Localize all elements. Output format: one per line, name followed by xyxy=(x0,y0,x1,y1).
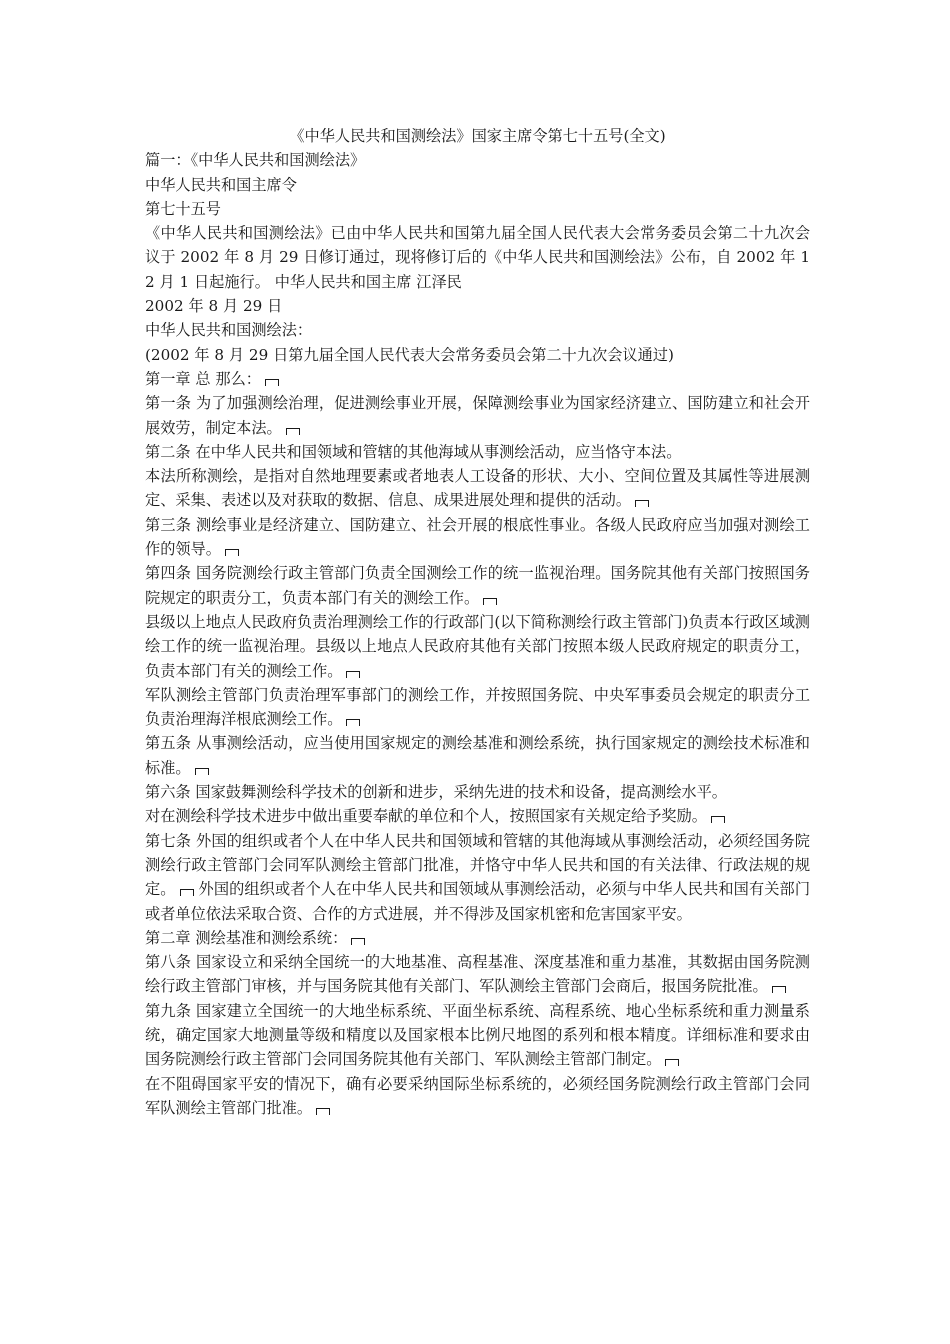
paragraph-mark-icon xyxy=(711,816,725,823)
paragraph-mark-icon xyxy=(772,986,786,993)
paragraph xyxy=(145,513,810,562)
paragraph xyxy=(145,780,810,804)
paragraph xyxy=(145,950,810,999)
paragraph-text: 在不阻碍国家平安的情况下，确有必要采纳国际坐标系统的，必须经国务院测绘行政主管部门会同军队测绘主管部门批准。 xyxy=(145,1074,810,1117)
paragraph-text: 本法所称测绘，是指对自然地理要素或者地表人工设备的形状、大小、空间位置及其属性等进展测定、采集、表述以及对获取的数据、信息、成果进展处理和提供的活动。 xyxy=(145,467,810,510)
paragraph xyxy=(145,804,810,828)
paragraph-text: 第一章 总 那么： xyxy=(145,369,261,388)
paragraph-text: 《中华人民共和国测绘法》已由中华人民共和国第九届全国人民代表大会常务委员会第二十九次会议于 2002 年 8 月 29 日修订通过，现将修订后的《中华人民共和国测绘法》公布，自 2002 年 12 月 1 日起施行。 中华人民共和国主席 江泽民 xyxy=(145,224,810,291)
paragraph-text: 中华人民共和国测绘法： xyxy=(145,321,313,340)
paragraph xyxy=(145,221,810,294)
paragraph-text: 中华人民共和国主席令 xyxy=(145,175,297,194)
paragraph xyxy=(145,731,810,780)
paragraph xyxy=(145,197,810,221)
paragraph-mark-icon xyxy=(180,889,194,896)
paragraph xyxy=(145,148,810,172)
paragraph-text: 对在测绘科学技术进步中做出重要奉献的单位和个人，按照国家有关规定给予奖励。 xyxy=(145,807,707,826)
paragraph-text: 第七十五号 xyxy=(145,199,221,218)
paragraph-text: 第五条 从事测绘活动，应当使用国家规定的测绘基准和测绘系统，执行国家规定的测绘技术标准和标准。 xyxy=(145,734,810,777)
paragraph-text: 篇一：《中华人民共和国测绘法》 xyxy=(145,151,366,170)
paragraph xyxy=(145,829,810,926)
document-page xyxy=(145,124,810,1120)
paragraph-text: 县级以上地点人民政府负责治理测绘工作的行政部门(以下简称测绘行政主管部门)负责本行政区域测绘工作的统一监视治理。县级以上地点人民政府其他有关部门按照本级人民政府规定的职责分工，负责本部门有关的测绘工作。 xyxy=(145,612,810,680)
paragraph-mark-icon xyxy=(286,428,300,435)
paragraph-text: (2002 年 8 月 29 日第九届全国人民代表大会常务委员会第二十九次会议通过) xyxy=(145,345,674,364)
paragraph-text: 第二条 在中华人民共和国领域和管辖的其他海域从事测绘活动，应当恪守本法。 xyxy=(145,442,682,461)
paragraph-text: 第九条 国家建立全国统一的大地坐标系统、平面坐标系统、高程系统、地心坐标系统和重力测量系统，确定国家大地测量等级和精度以及国家根本比例尺地图的系列和根本精度。详细标准和要求由国务院测绘行政主管部门会同国务院其他有关部门、军队测绘主管部门制定。 xyxy=(145,1001,810,1069)
paragraph xyxy=(145,1072,810,1121)
paragraph xyxy=(145,367,810,391)
paragraph-mark-icon xyxy=(665,1059,679,1066)
paragraph-mark-icon xyxy=(346,671,360,678)
paragraph xyxy=(145,173,810,197)
paragraph-mark-icon xyxy=(316,1108,330,1115)
paragraph-text: 第一条 为了加强测绘治理，促进测绘事业开展，保障测绘事业为国家经济建立、国防建立和社会开展效劳，制定本法。 xyxy=(145,394,810,437)
paragraph-text: 第七条 外国的组织或者个人在中华人民共和国领域和管辖的其他海域从事测绘活动，必须经国务院测绘行政主管部门会同军队测绘主管部门批准，并恪守中华人民共和国的有关法律、行政法规的规定。 xyxy=(145,831,810,899)
paragraph-mark-icon xyxy=(195,768,209,775)
paragraph xyxy=(145,343,810,367)
paragraph-text: 军队测绘主管部门负责治理军事部门的测绘工作，并按照国务院、中央军事委员会规定的职责分工负责治理海洋根底测绘工作。 xyxy=(145,685,810,729)
paragraph-text: 第四条 国务院测绘行政主管部门负责全国测绘工作的统一监视治理。国务院其他有关部门按照国务院规定的职责分工，负责本部门有关的测绘工作。 xyxy=(145,564,810,607)
paragraph-mark-icon xyxy=(351,938,365,945)
paragraph-text: 2002 年 8 月 29 日 xyxy=(145,297,283,316)
paragraph xyxy=(145,926,810,950)
paragraph-mark-icon xyxy=(635,500,649,507)
paragraph xyxy=(145,294,810,318)
paragraph xyxy=(145,464,810,513)
paragraph xyxy=(145,561,810,610)
paragraph-text: 第二章 测绘基准和测绘系统： xyxy=(145,928,348,947)
paragraph xyxy=(145,391,810,440)
paragraph xyxy=(145,610,810,683)
paragraph-mark-icon xyxy=(483,598,497,605)
paragraph xyxy=(145,440,810,464)
paragraph-text-continued: 外国的组织或者个人在中华人民共和国领域从事测绘活动，必须与中华人民共和国有关部门或者单位依法采取合资、合作的方式进展，并不得涉及国家机密和危害国家平安。 xyxy=(145,880,811,923)
document-title: 《中华人民共和国测绘法》国家主席令第七十五号(全文) xyxy=(289,127,666,145)
paragraph xyxy=(145,318,810,342)
paragraph-mark-icon xyxy=(225,549,239,556)
paragraph xyxy=(145,683,810,732)
document-body xyxy=(145,148,810,1120)
paragraph-mark-icon xyxy=(265,379,279,386)
paragraph-mark-icon xyxy=(346,719,360,726)
paragraph xyxy=(145,999,810,1072)
paragraph-text: 第六条 国家鼓舞测绘科学技术的创新和进步，采纳先进的技术和设备，提高测绘水平。 xyxy=(145,783,727,802)
paragraph-text: 第八条 国家设立和采纳全国统一的大地基准、高程基准、深度基准和重力基准，其数据由国务院测绘行政主管部门审核，并与国务院其他有关部门、军队测绘主管部门会商后，报国务院批准。 xyxy=(145,953,810,996)
paragraph-text: 第三条 测绘事业是经济建立、国防建立、社会开展的根底性事业。各级人民政府应当加强对测绘工作的领导。 xyxy=(145,515,810,559)
